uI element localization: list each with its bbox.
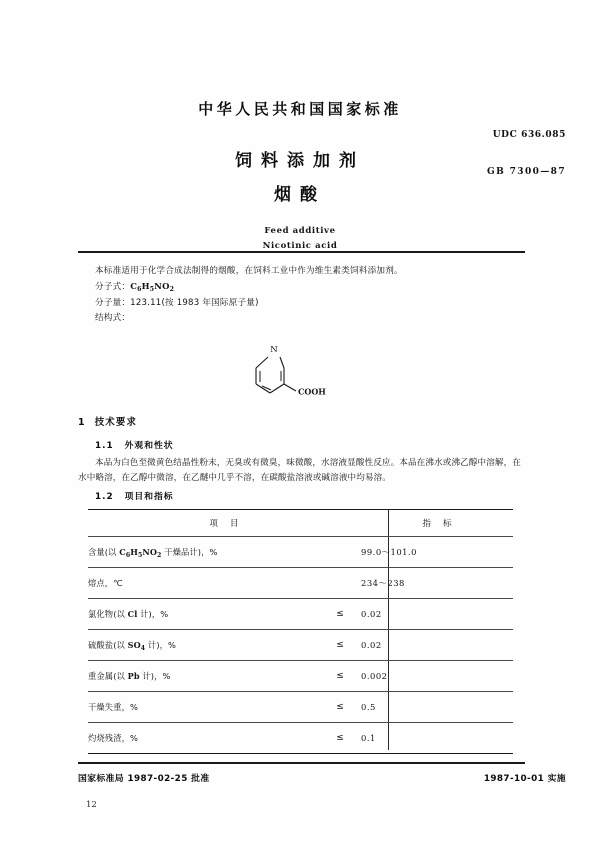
table-row [88,630,513,661]
table-header-index: 指标 [422,519,464,529]
header-divider [78,251,525,253]
table-cell-operator [320,568,360,599]
ring-double-bonds [260,371,281,390]
national-standard-label: 中华人民共和国国家标准 [198,100,402,118]
section-1-1-title: 外观和性状 [124,441,174,451]
table-row [88,568,513,599]
structural-formula-label: 结构式： [95,313,131,324]
table-cell-item: 灼烧残渣，% [88,723,320,754]
english-title-block [0,224,600,254]
section-1-heading [78,414,137,428]
nitrogen-label: N [270,345,278,355]
pyridine-ring-svg [238,341,348,403]
molecular-formula-line [95,279,525,295]
table-header-item: 项目 [209,519,251,529]
molecular-formula-label: 分子式： [95,282,131,293]
page-number: 12 [86,800,97,810]
table-row [88,537,513,568]
table-cell-item: 含量(以 $C_6H_5NO_2$ 干燥品计)，% [88,537,320,568]
section-1-1-heading [95,438,174,451]
approval-statement: 国家标准局 1987-02-25 批准 [78,774,210,784]
table-header-row [88,510,513,537]
molecular-weight-line: 分子量：123.11(按 1983 年国际原子量) [95,297,259,308]
section-1-1-body: 本品为白色至微黄色结晶性粉末，无臭或有微臭，味微酸，水溶液显酸性反应。本品在沸水或沸乙醇中溶解，在水中略溶，在乙醇中微溶，在乙醚中几乎不溶，在碳酸盐溶液或碱溶液中均易溶。 [78,458,521,484]
table-cell-value: 0.02 [361,599,513,630]
table-cell-item: 硫酸盐(以 $SO_4$ 计)，% [88,630,320,661]
table-cell-value: 99.0～101.0 [361,537,513,568]
table-cell-operator: ≤ [320,723,360,754]
udc-code: UDC 636.085 [492,130,566,140]
table-cell-value: 234～238 [361,568,513,599]
table-row [88,723,513,754]
table-cell-value: 0.5 [361,692,513,723]
standard-number: GB 7300—87 [487,167,566,177]
section-1-1-number: 1.1 [95,441,114,451]
table-cell-value: 0.1 [361,723,513,754]
english-subtitle: Nicotinic acid [262,241,338,251]
intro-block [95,264,525,327]
table-cell-value: 0.002 [361,661,513,692]
section-1-title: 技术要求 [94,417,138,428]
table-row [88,599,513,630]
table-row [88,661,513,692]
section-1-2-number: 1.2 [95,492,114,502]
carboxyl-label: COOH [298,386,326,397]
table-cell-operator: ≤ [320,630,360,661]
table-bottom-border [88,754,513,755]
section-1-2-heading [95,489,174,502]
table-cell-operator [320,537,360,568]
scope-statement: 本标准适用于化学合成法制得的烟酸，在饲料工业中作为维生素类饲料添加剂。 [95,266,403,276]
molecular-formula-value: $C_6H_5NO_2$ [130,281,175,294]
structural-formula-diagram [238,341,348,403]
section-1-2-title: 项目和指标 [124,492,174,502]
table-cell-operator: ≤ [320,661,360,692]
carboxyl-bond [284,384,296,391]
implementation-statement: 1987-10-01 实施 [483,774,566,784]
table-cell-item: 氯化物(以 Cl 计)，% [88,599,320,630]
document-subtitle: 烟酸 [274,185,326,205]
table-cell-operator: ≤ [320,692,360,723]
table-cell-value: 0.02 [361,630,513,661]
table-cell-operator: ≤ [320,599,360,630]
english-title: Feed additive [264,226,336,236]
document-title: 饲料添加剂 [235,151,365,171]
section-1-number: 1 [78,417,86,428]
table-cell-item: 熔点，℃ [88,568,320,599]
footer-divider [78,762,525,764]
specification-table [88,509,513,754]
table-row [88,692,513,723]
table-cell-item: 干燥失重，% [88,692,320,723]
table-cell-item: 重金属(以 Pb 计)，% [88,661,320,692]
